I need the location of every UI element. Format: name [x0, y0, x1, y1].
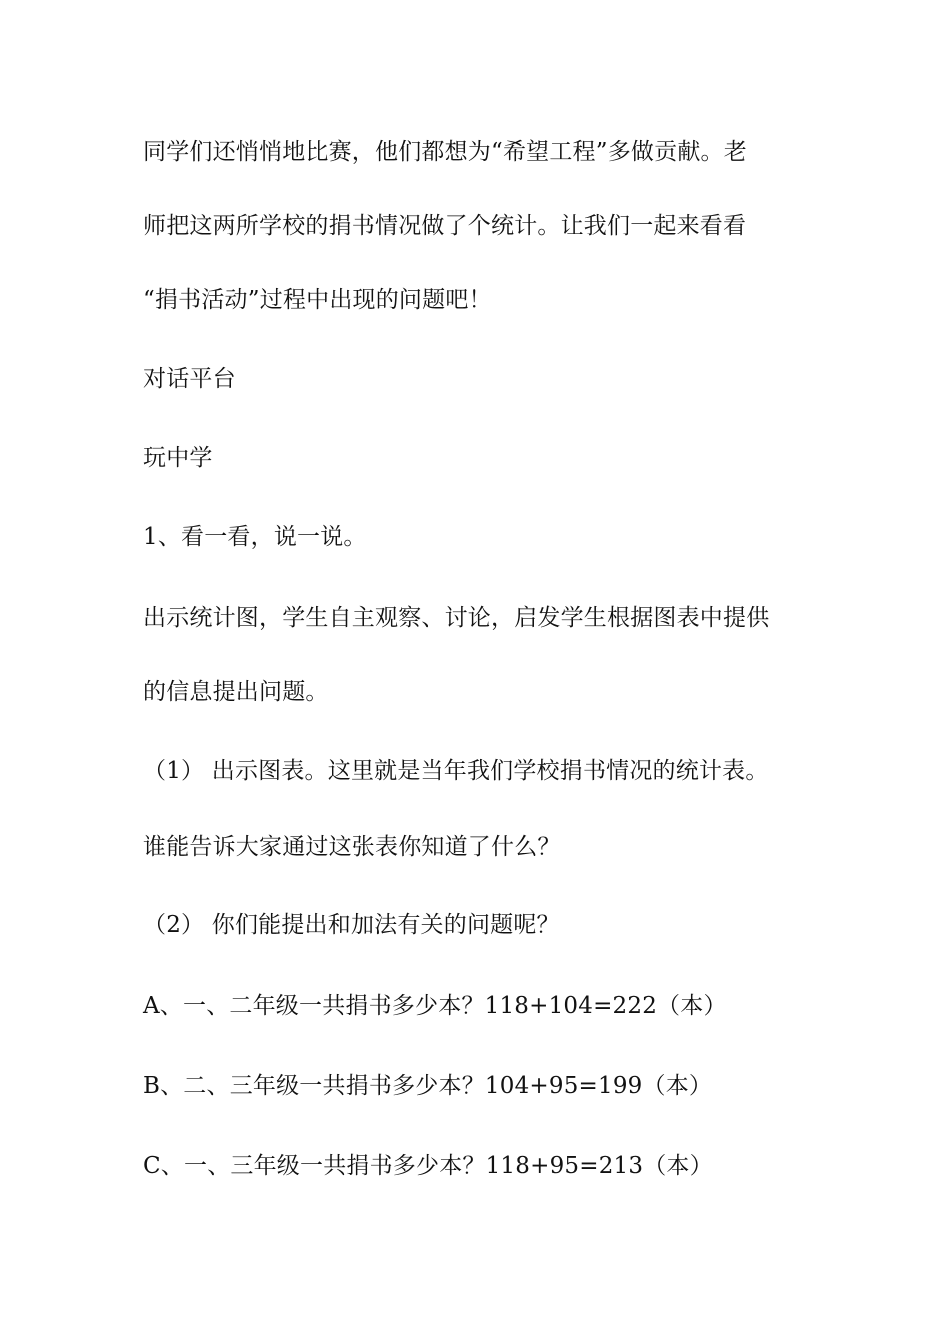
paragraph-line: 谁能告诉大家通过这张表你知道了什么？	[143, 834, 561, 860]
paragraph-line: 的信息提出问题。	[143, 679, 329, 705]
paragraph-line: 师把这两所学校的捐书情况做了个统计。让我们一起来看看	[143, 213, 747, 239]
question-item: C、一、三年级一共捐书多少本？118+95=213（本）	[143, 1153, 713, 1179]
section-heading: 玩中学	[143, 445, 213, 471]
question-item: B、二、三年级一共捐书多少本？104+95=199（本）	[143, 1073, 713, 1099]
question-item: A、一、二年级一共捐书多少本？118+104=222（本）	[143, 993, 727, 1019]
step-heading: 1、看一看，说一说。	[143, 524, 367, 550]
section-heading: 对话平台	[143, 366, 236, 392]
paragraph-line: 同学们还悄悄地比赛，他们都想为“希望工程”多做贡献。老	[143, 139, 747, 165]
paragraph-line: “捐书活动”过程中出现的问题吧！	[143, 287, 492, 313]
paragraph-line: （1） 出示图表。这里就是当年我们学校捐书情况的统计表。	[143, 758, 769, 784]
paragraph-line: （2） 你们能提出和加法有关的问题呢？	[143, 912, 560, 938]
paragraph-line: 出示统计图，学生自主观察、讨论，启发学生根据图表中提供	[143, 605, 770, 631]
